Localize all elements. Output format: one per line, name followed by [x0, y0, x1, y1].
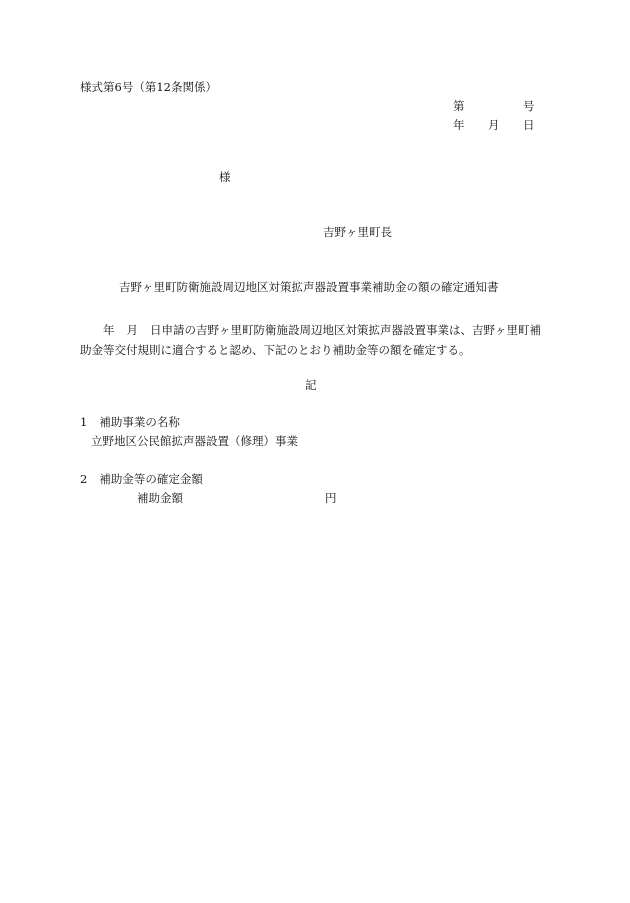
form-number: 様式第6号（第12条関係）	[80, 80, 217, 94]
date-day: 日	[523, 118, 535, 132]
addressee-suffix: 様	[219, 170, 231, 184]
subsidy-amount-label: 補助金額	[137, 491, 183, 505]
document-number-suffix: 号	[523, 99, 535, 113]
section-1-heading	[80, 417, 180, 429]
section-2-number: 2	[80, 472, 88, 486]
ki-mark: 記	[305, 378, 317, 392]
issuer-name: 吉野ヶ里町長	[323, 225, 392, 239]
subsidy-amount-unit: 円	[325, 491, 337, 505]
section-1-title: 補助事業の名称	[99, 415, 180, 429]
section-2-title: 補助金等の確定金額	[99, 472, 203, 486]
section-1-number: 1	[80, 415, 88, 429]
document-title: 吉野ヶ里町防衛施設周辺地区対策拡声器設置事業補助金の額の確定通知書	[119, 280, 499, 294]
date-year: 年	[453, 118, 465, 132]
body-month: 月	[126, 323, 138, 337]
body-line-1	[80, 325, 541, 337]
body-line-2: 助金等交付規則に適合すると認め、下記のとおり補助金等の額を確定する。	[80, 343, 471, 357]
section-2-heading	[80, 474, 203, 486]
body-year: 年	[103, 323, 115, 337]
document-number-prefix: 第	[453, 99, 465, 113]
section-1-value: 立野地区公民館拡声器設置（修理）事業	[91, 434, 298, 448]
date-month: 月	[488, 118, 500, 132]
body-day-text: 日申請の吉野ヶ里町防衛施設周辺地区対策拡声器設置事業は、吉野ヶ里町補	[150, 323, 541, 337]
